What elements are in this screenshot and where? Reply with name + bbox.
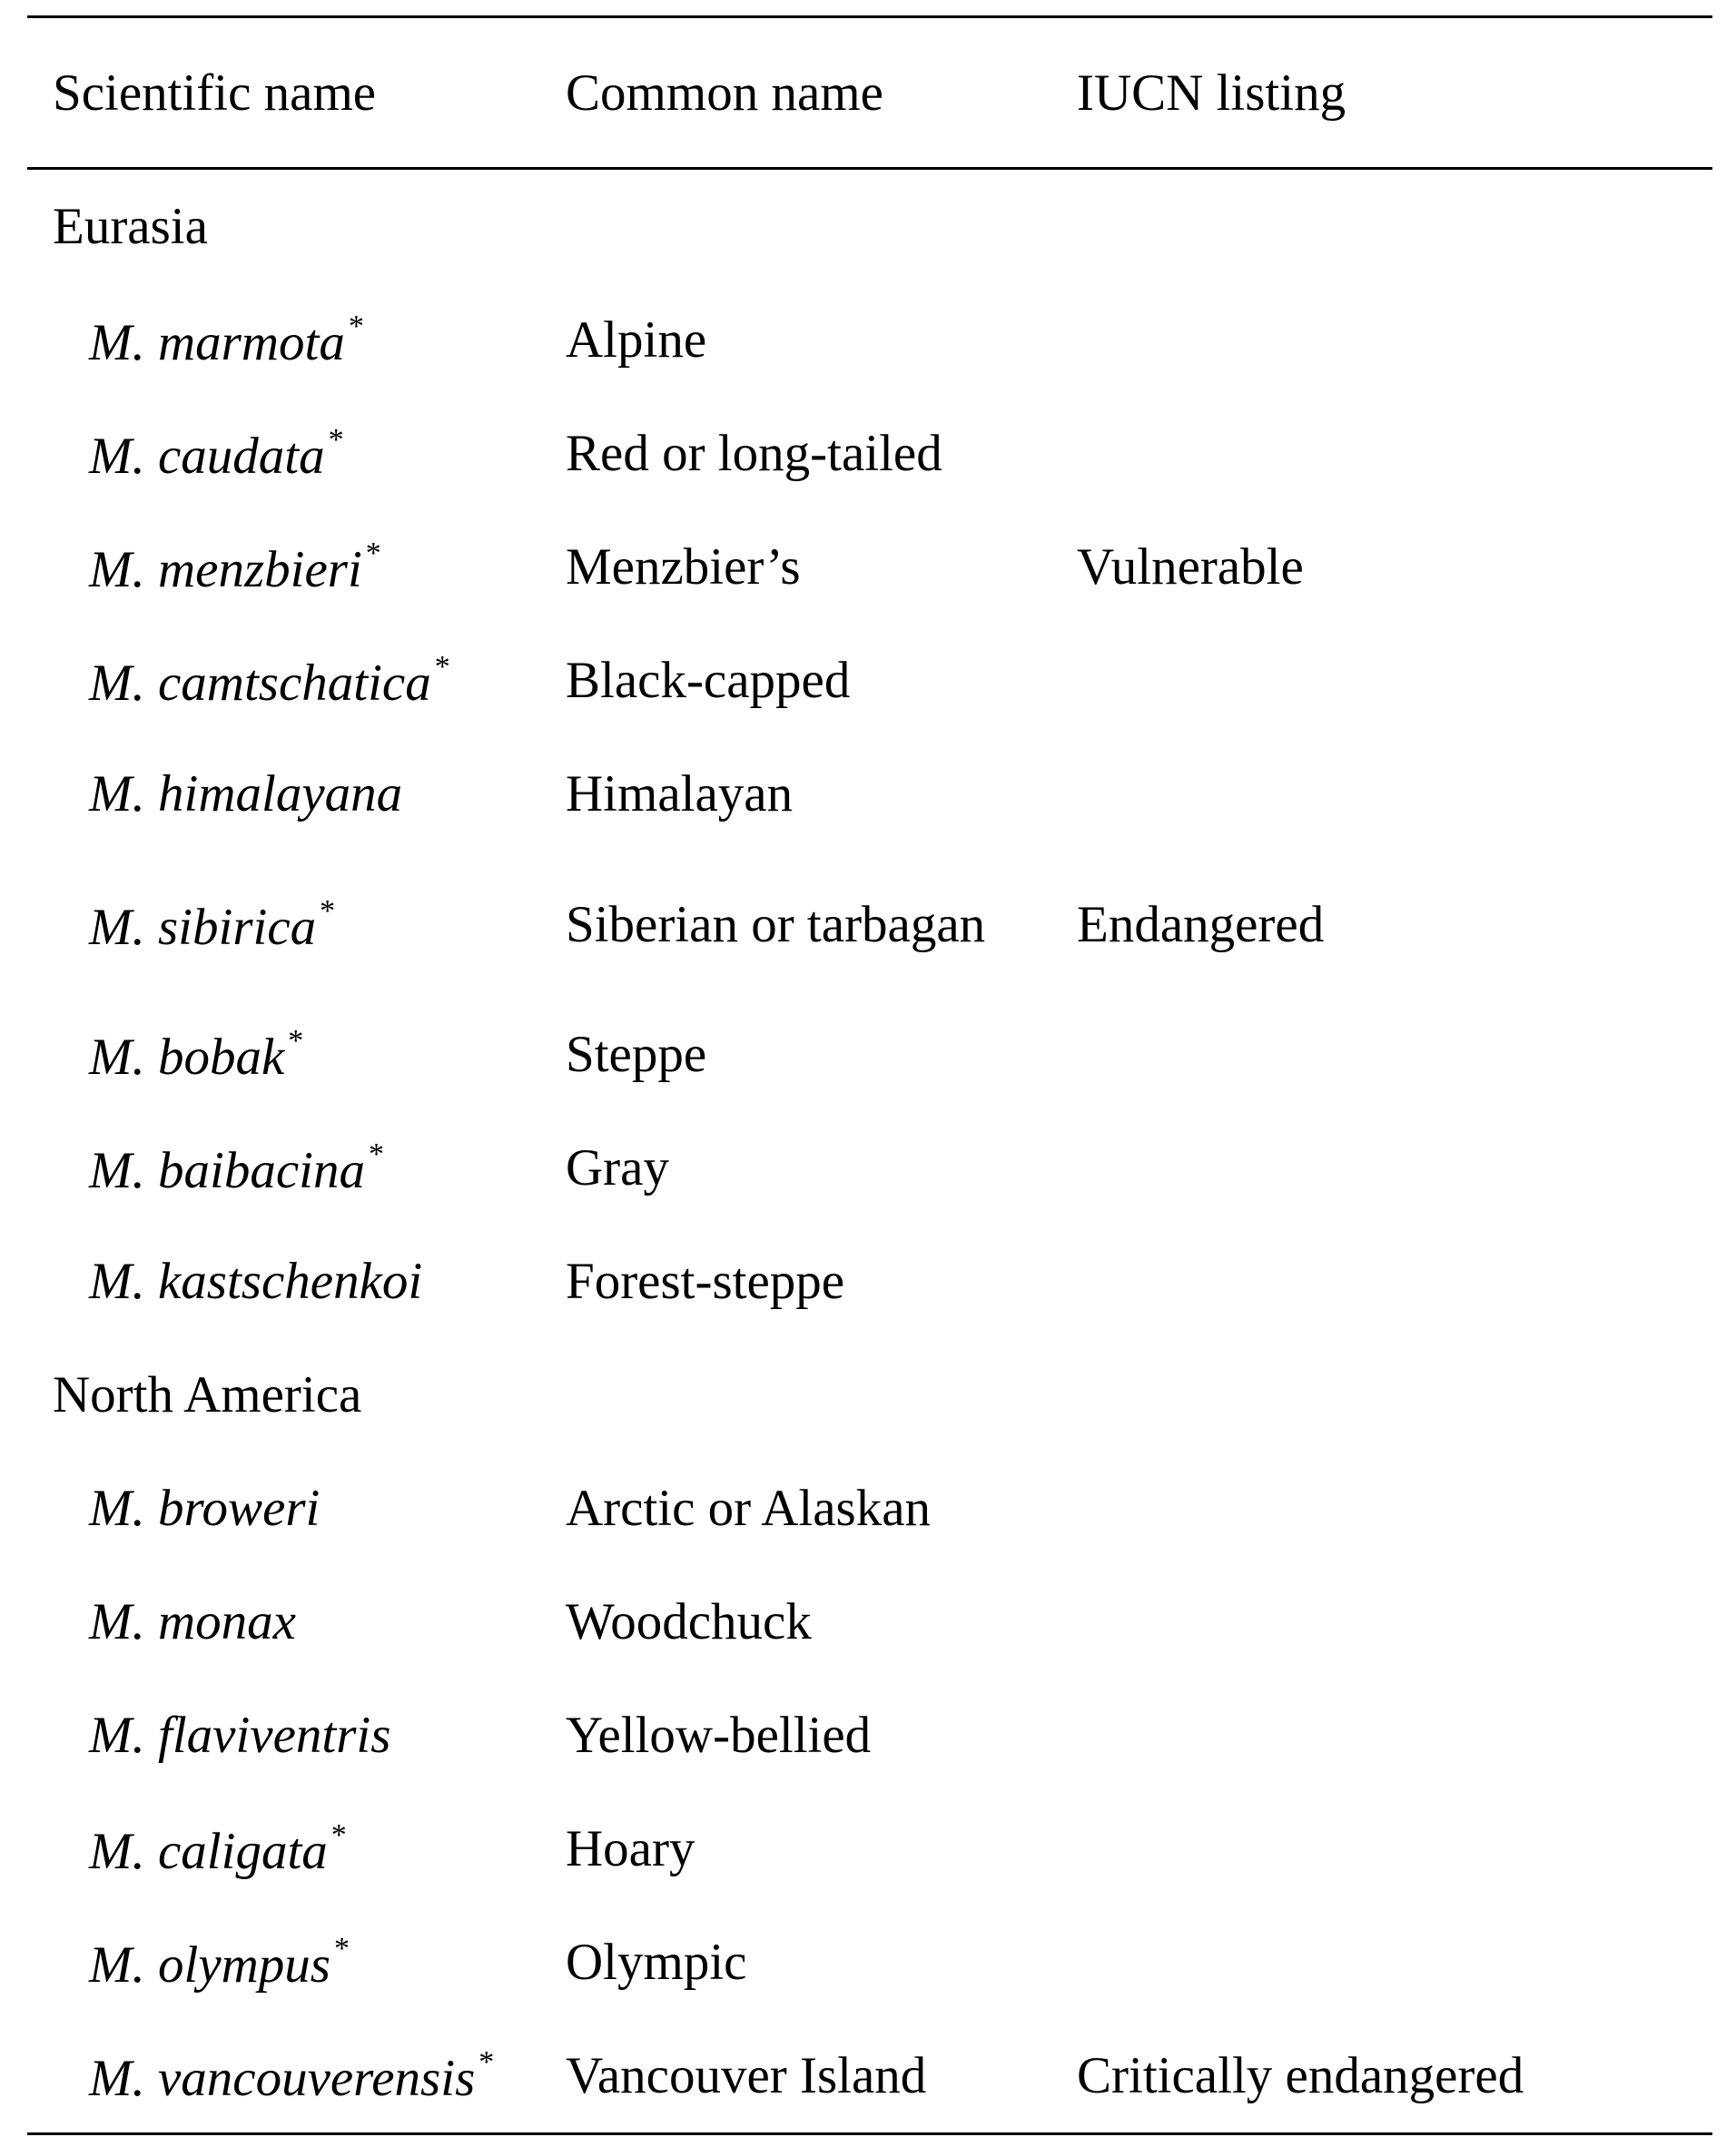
footnote-asterisk: * bbox=[365, 537, 381, 570]
table-row bbox=[27, 283, 1712, 397]
table-row bbox=[27, 1225, 1712, 1338]
group-row bbox=[27, 170, 1712, 283]
table-row bbox=[27, 510, 1712, 624]
common-name: Red or long-tailed bbox=[566, 425, 942, 482]
common-name: Olympic bbox=[566, 1934, 747, 1991]
common-name: Yellow-bellied bbox=[566, 1707, 872, 1764]
group-row bbox=[27, 1338, 1712, 1452]
scientific-name-cell bbox=[27, 1480, 566, 1537]
table-header-row bbox=[27, 18, 1712, 167]
table-body bbox=[27, 170, 1712, 2132]
scientific-name-cell bbox=[27, 765, 566, 822]
footnote-asterisk: * bbox=[288, 1024, 304, 1058]
scientific-name-cell bbox=[27, 1707, 566, 1764]
scientific-name: M. vancouverensis bbox=[89, 2050, 476, 2107]
footnote-asterisk: * bbox=[320, 893, 336, 928]
table-row bbox=[27, 1679, 1712, 1792]
scientific-name: M. olympus bbox=[89, 1936, 330, 1994]
common-name: Woodchuck bbox=[566, 1593, 812, 1650]
scientific-name: M. caudata bbox=[89, 428, 325, 485]
scientific-name: M. menzbieri bbox=[89, 541, 362, 598]
scientific-name-cell bbox=[27, 423, 566, 485]
group-label: North America bbox=[53, 1366, 362, 1423]
common-name: Steppe bbox=[566, 1026, 707, 1083]
scientific-name-cell bbox=[27, 1139, 566, 1197]
table-row bbox=[27, 624, 1712, 737]
scientific-name: M. camtschatica bbox=[89, 655, 431, 712]
scientific-name-cell bbox=[27, 650, 566, 712]
scientific-name-cell bbox=[27, 1593, 566, 1650]
footnote-asterisk: * bbox=[348, 310, 364, 343]
scientific-name: M. kastschenkoi bbox=[89, 1253, 423, 1310]
table-row bbox=[27, 1452, 1712, 1565]
scientific-name: M. bobak bbox=[89, 1029, 285, 1086]
scientific-name: M. baibacina bbox=[89, 1142, 365, 1199]
table-row bbox=[27, 1565, 1712, 1679]
footnote-asterisk: * bbox=[368, 1137, 384, 1171]
table-row bbox=[27, 998, 1712, 1111]
footnote-asterisk: * bbox=[328, 423, 344, 457]
table-row bbox=[27, 1111, 1712, 1225]
scientific-name-cell bbox=[27, 893, 566, 956]
footnote-asterisk: * bbox=[434, 650, 450, 684]
scientific-name: M. himalayana bbox=[89, 765, 403, 822]
scientific-name-cell bbox=[27, 1932, 566, 1994]
scientific-name-cell bbox=[27, 1024, 566, 1086]
iucn-listing: Endangered bbox=[1077, 895, 1325, 953]
table-row bbox=[27, 737, 1712, 851]
scientific-name-cell bbox=[27, 538, 566, 596]
species-table bbox=[27, 15, 1712, 2135]
common-name: Siberian or tarbagan bbox=[566, 895, 986, 953]
header-common-name: Common name bbox=[566, 64, 883, 122]
common-name: Hoary bbox=[566, 1820, 695, 1877]
common-name: Forest-steppe bbox=[566, 1253, 845, 1310]
footnote-asterisk: * bbox=[478, 2045, 495, 2079]
scientific-name: M. caligata bbox=[89, 1823, 328, 1880]
group-label: Eurasia bbox=[53, 198, 208, 255]
table-row bbox=[27, 1792, 1712, 1906]
table-row bbox=[27, 397, 1712, 510]
common-name: Alpine bbox=[566, 311, 707, 369]
footnote-asterisk: * bbox=[333, 1932, 350, 1965]
scientific-name: M. flaviventris bbox=[89, 1707, 391, 1764]
scientific-name-cell bbox=[27, 311, 566, 369]
iucn-listing: Critically endangered bbox=[1077, 2047, 1524, 2104]
scientific-name: M. sibirica bbox=[89, 898, 317, 956]
table-row bbox=[27, 1906, 1712, 2019]
scientific-name: M. broweri bbox=[89, 1480, 321, 1537]
scientific-name-cell bbox=[27, 1253, 566, 1310]
common-name: Vancouver Island bbox=[566, 2047, 927, 2104]
iucn-listing: Vulnerable bbox=[1077, 538, 1304, 596]
common-name: Gray bbox=[566, 1139, 669, 1197]
table-row bbox=[27, 851, 1712, 998]
footnote-asterisk: * bbox=[330, 1818, 347, 1852]
header-iucn-listing: IUCN listing bbox=[1077, 64, 1346, 122]
common-name: Black-capped bbox=[566, 652, 851, 709]
scientific-name: M. marmota bbox=[89, 314, 345, 371]
common-name: Arctic or Alaskan bbox=[566, 1480, 932, 1537]
common-name: Himalayan bbox=[566, 765, 794, 822]
table-bottom-rule bbox=[27, 2132, 1712, 2135]
scientific-name-cell bbox=[27, 1818, 566, 1880]
scientific-name: M. monax bbox=[89, 1593, 296, 1650]
common-name: Menzbier’s bbox=[566, 538, 801, 596]
table-row bbox=[27, 2019, 1712, 2132]
header-scientific-name: Scientific name bbox=[53, 64, 377, 122]
scientific-name-cell bbox=[27, 2045, 566, 2107]
